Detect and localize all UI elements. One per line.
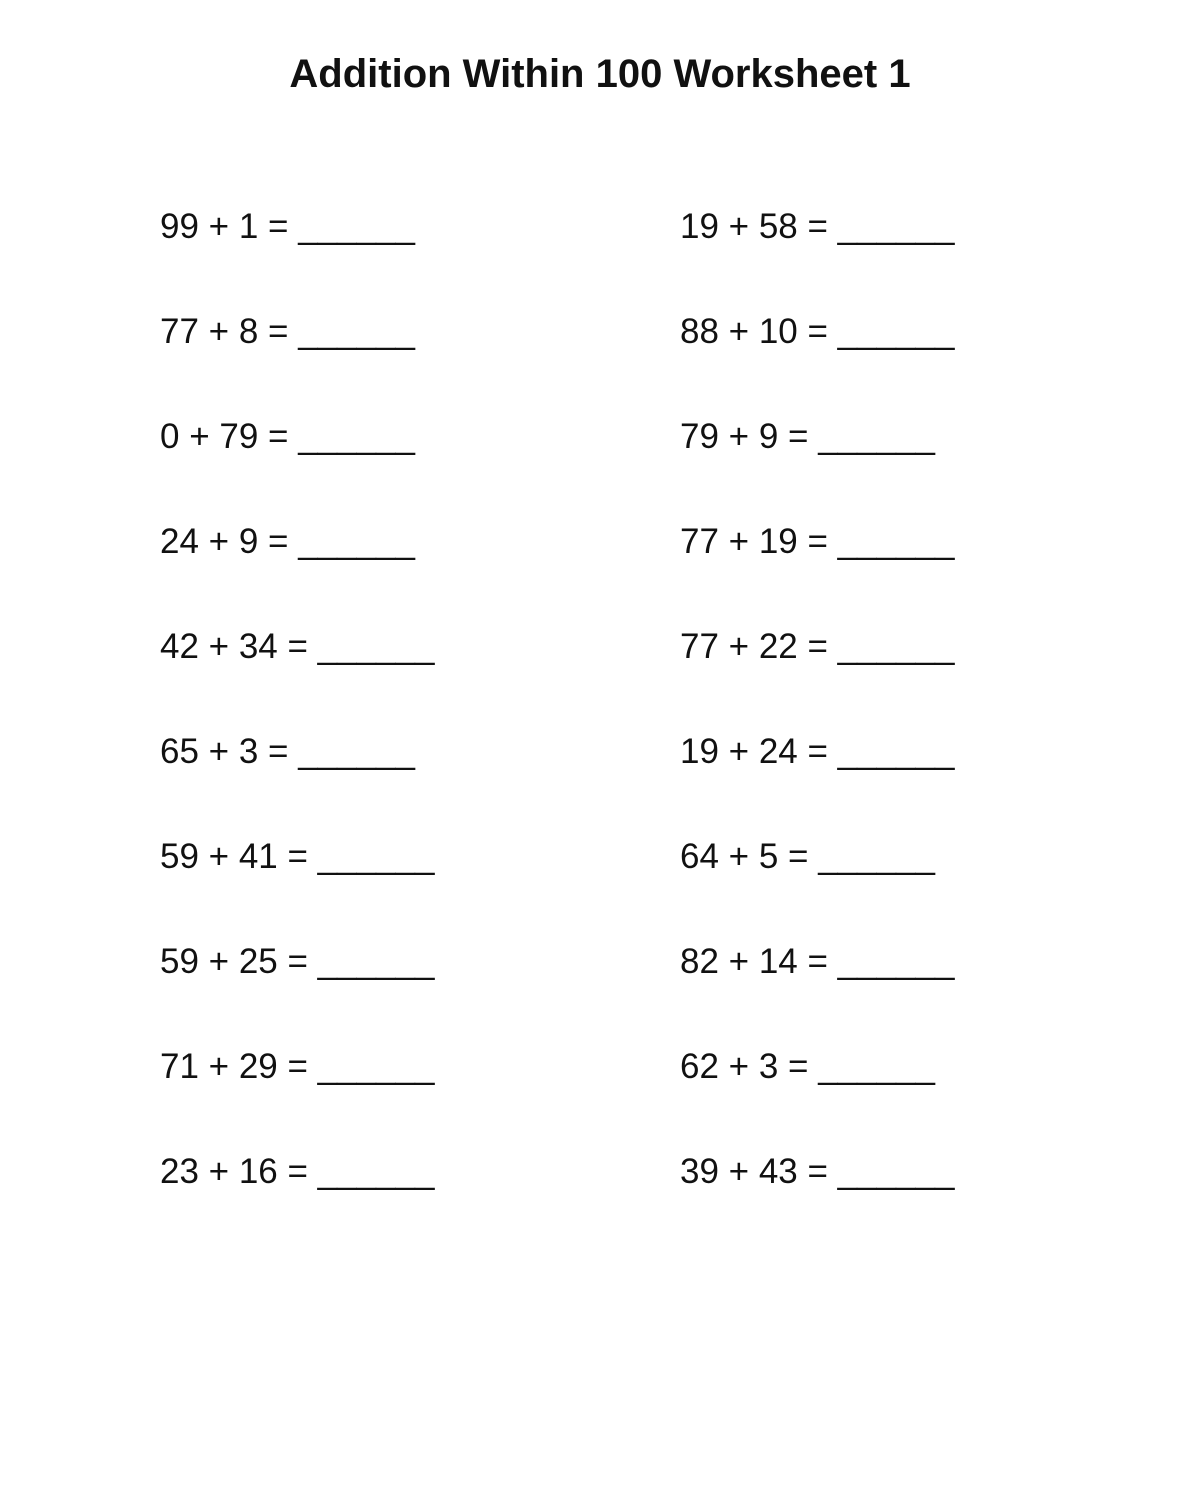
problem-item — [160, 936, 640, 1041]
problem-item — [680, 306, 1160, 411]
answer-blank: ______ — [837, 942, 955, 981]
left-problem-column — [160, 201, 640, 1251]
answer-blank: ______ — [298, 312, 415, 351]
answer-blank: ______ — [298, 207, 415, 246]
problem-expression: 59 + 41 = — [160, 837, 308, 876]
problem-item — [160, 411, 640, 516]
answer-blank: ______ — [837, 1152, 955, 1191]
problem-expression: 0 + 79 = — [160, 417, 289, 456]
answer-blank: ______ — [298, 732, 415, 771]
answer-blank: ______ — [298, 417, 415, 456]
problem-item — [160, 831, 640, 936]
problem-expression: 88 + 10 = — [680, 312, 828, 351]
right-problem-column — [680, 201, 1160, 1251]
answer-blank: ______ — [837, 207, 955, 246]
answer-blank: ______ — [818, 417, 935, 456]
answer-blank: ______ — [317, 1047, 435, 1086]
problem-item — [680, 1041, 1160, 1146]
problem-expression: 42 + 34 = — [160, 627, 308, 666]
answer-blank: ______ — [317, 942, 435, 981]
problem-item — [160, 516, 640, 621]
problem-expression: 65 + 3 = — [160, 732, 289, 771]
answer-blank: ______ — [837, 732, 955, 771]
problem-expression: 24 + 9 = — [160, 522, 289, 561]
problem-item — [160, 201, 640, 306]
problem-item — [160, 1146, 640, 1251]
answer-blank: ______ — [837, 522, 955, 561]
problem-item — [680, 621, 1160, 726]
answer-blank: ______ — [818, 1047, 935, 1086]
problem-item — [680, 516, 1160, 621]
problem-expression: 39 + 43 = — [680, 1152, 828, 1191]
problem-expression: 71 + 29 = — [160, 1047, 308, 1086]
problem-item — [160, 306, 640, 411]
problem-expression: 82 + 14 = — [680, 942, 828, 981]
problem-expression: 19 + 24 = — [680, 732, 828, 771]
problem-item — [680, 831, 1160, 936]
problem-expression: 79 + 9 = — [680, 417, 809, 456]
problem-item — [680, 411, 1160, 516]
problem-item — [680, 1146, 1160, 1251]
problem-expression: 77 + 22 = — [680, 627, 828, 666]
problem-expression: 77 + 19 = — [680, 522, 828, 561]
worksheet-title: Addition Within 100 Worksheet 1 — [289, 52, 911, 96]
problem-expression: 23 + 16 = — [160, 1152, 308, 1191]
problem-item — [680, 201, 1160, 306]
problem-expression: 62 + 3 = — [680, 1047, 809, 1086]
answer-blank: ______ — [837, 627, 955, 666]
answer-blank: ______ — [298, 522, 415, 561]
answer-blank: ______ — [317, 837, 435, 876]
problem-item — [160, 621, 640, 726]
answer-blank: ______ — [818, 837, 935, 876]
answer-blank: ______ — [317, 627, 435, 666]
problem-expression: 99 + 1 = — [160, 207, 289, 246]
problem-expression: 64 + 5 = — [680, 837, 809, 876]
problem-expression: 19 + 58 = — [680, 207, 828, 246]
problem-item — [160, 726, 640, 831]
problem-item — [160, 1041, 640, 1146]
answer-blank: ______ — [317, 1152, 435, 1191]
answer-blank: ______ — [837, 312, 955, 351]
problem-expression: 77 + 8 = — [160, 312, 289, 351]
problem-item — [680, 726, 1160, 831]
problem-expression: 59 + 25 = — [160, 942, 308, 981]
problem-item — [680, 936, 1160, 1041]
